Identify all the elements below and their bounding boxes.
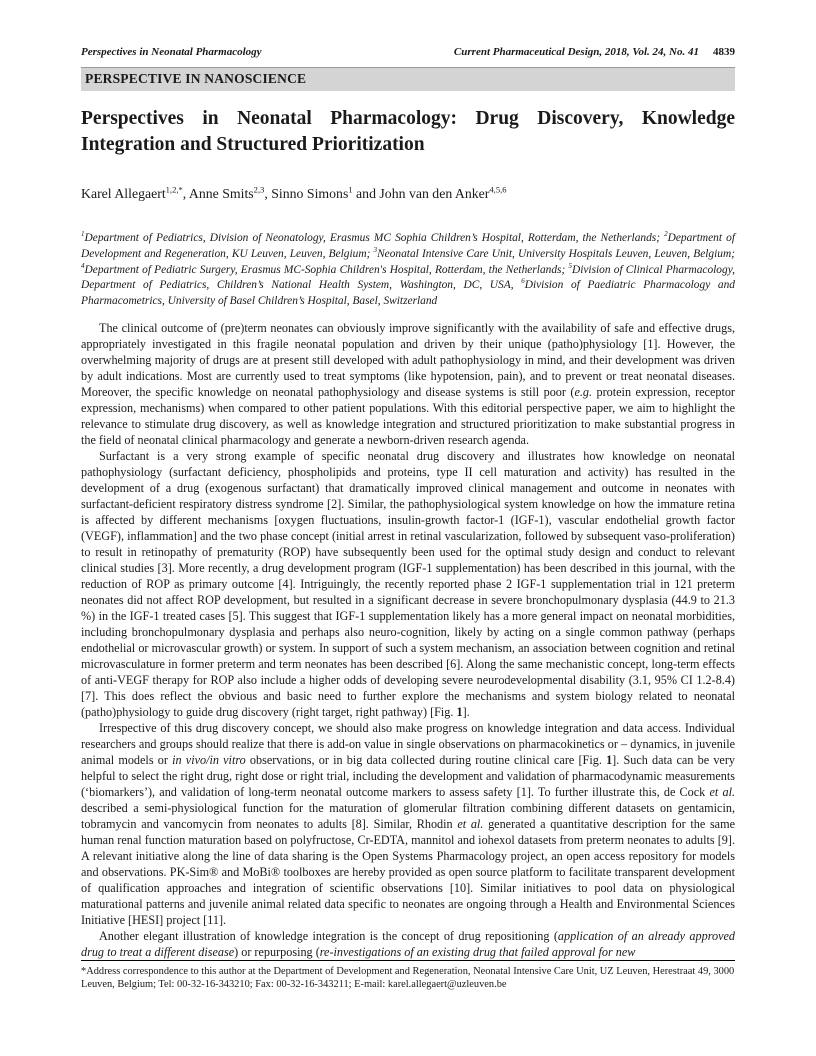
article-body: [81, 320, 735, 960]
running-head: [81, 46, 735, 58]
journal-citation: Current Pharmaceutical Design, 2018, Vol. 24, No. 41: [453, 46, 699, 58]
paragraph-2: Surfactant is a very strong example of specific neonatal drug discovery and illustrates how knowledge on neonatal pathophysiology (surfactant deficiency, phospholipids and proteins, type II cell maturation and activity) has resulted in the development of a drug (exogenous surfactant) that dramatically improved clinical management and outcome in neonates with surfactant-deficient respiratory distress syndrome [2]. Similar, the pathophysiological system knowledge on how the immature retina is affected by different mechanisms [oxygen fluctuations, insulin-growth factor-1 (IGF-1), vascular endothelial growth factor (VEGF), inflammation] and the two phase concept (initial arrest in retinal vascularization, followed by subsequent vaso-proliferation) to result in retinopathy of prematurity (ROP) have subsequently been used for the optimal study design and conduct to relevant clinical studies [3]. More recently, a drug development program (IGF-1 supplementation) has been described in this journal, with the reduction of ROP as primary outcome [4]. Intriguingly, the recently reported phase 2 IGF-1 supplementation trial in 121 preterm neonates did not affect ROP development, but resulted in a significant decrease in severe bronchopulmonary dysplasia (44.9 to 21.3 %) in the IGF-1 treated cases [5]. This suggest that IGF-1 supplementation likely has a more general impact on neonatal morbidities, including bronchopulmonary dysplasia and perhaps also neuro-cognition, likely by acting on a single common pathway (perhaps endothelial or microvascular growth) or system. In support of such a system mechanism, an association between cognition and retinal microvasculature in former preterm and term neonates has been described [6]. Along the same mechanistic concept, long-term effects of anti-VEGF therapy for ROP also include a higher odds of developing severe neurodevelopmental disability (3.1, 95% CI 1.2-8.4) [7]. This does reflect the obvious and basic need to further explore the mechanisms and system biology related to neonatal (patho)physiology to guide drug discovery (right target, right pathway) [Fig. 1].: [81, 448, 735, 719]
running-title: Perspectives in Neonatal Pharmacology: [81, 46, 262, 58]
paragraph-1: The clinical outcome of (pre)term neonates can obviously improve significantly with the availability of safe and effective drugs, appropriately investigated in this fragile neonatal population and driven by their unique (patho)physiology [1]. However, the overwhelming majority of drugs are at present still developed with adult pathophysiology in mind, and their development was driven by adult indications. Most are currently used to treat symptoms (like hypotension, pain), and to prevent or treat neonatal diseases. Moreover, the specific knowledge on neonatal pathophysiology and disease systems is still poor (e.g. protein expression, receptor expression, mechanisms) when compared to other patient populations. With this editorial perspective paper, we aim to highlight the relevance to stimulate drug discovery, as well as knowledge integration and structured prioritization to make substantial progress in the field of neonatal clinical pharmacology and generate a newborn-driven research agenda.: [81, 320, 735, 447]
section-banner: PERSPECTIVE IN NANOSCIENCE: [81, 67, 735, 91]
paragraph-3: Irrespective of this drug discovery concept, we should also make progress on knowledge integration and data access. Individual researchers and groups should realize that there is add-on value in single observations on pharmacokinetics or – dynamics, in juvenile animal models or in vivo/in vitro observations, or in big data collected during routine clinical care [Fig. 1]. Such data can be very helpful to select the right drug, right dose or right trial, including the development and validation of pharmacodynamic measurements (‘biomarkers’), and validation of long-term neonatal outcome markers to assess safety [1]. To further illustrate this, de Cock et al. described a semi-physiological function for the maturation of glomerular filtration combining different datasets on gentamicin, tobramycin and vancomycin from neonates to adults [8]. Similar, Rhodin et al. generated a quantitative description for the same human renal function maturation based on polyfructose, Cr-EDTA, mannitol and iohexol datasets from preterm neonates to adults [9]. A relevant initiative along the line of data sharing is the Open Systems Pharmacology project, an open access repository for models and observations. PK-Sim® and MoBi® toolboxes are hereby provided as open source platform to facilitate transparent development of qualification approaches and integration of scientific observations [10]. Similar initiatives to pool data on physiological maturational patterns and juvenile animal related data specific to neonates are ongoing through a Health and Environmental Sciences Initiative [HESI] project [11].: [81, 720, 736, 927]
page-number: 4839: [713, 46, 735, 58]
article-title: Perspectives in Neonatal Pharmacology: Drug Discovery, Knowledge Integration and Structured Prioritization: [81, 108, 735, 155]
paragraph-4: Another elegant illustration of knowledge integration is the concept of drug repositioning (application of an already approved drug to treat a different disease) or repurposing (re-investigations of an existing drug that failed approval for new: [81, 928, 735, 959]
author-list: Karel Allegaert$^{1,2,*}$, Anne Smits$^{2,3}$, Sinno Simons$^1$ and John van den Anker$^{4,5,6}$: [81, 184, 507, 201]
affiliations: $^1$Department of Pediatrics, Division of Neonatology, Erasmus MC Sophia Children’s Hospital, Rotterdam, the Netherlands; $^2$Department of Development and Regeneration, KU Leuven, Leuven, Belgium; $^3$Neonatal Intensive Care Unit, University Hospitals Leuven, Leuven, Belgium; $^4$Department of Pediatric Surgery, Erasmus MC-Sophia Children's Hospital, Rotterdam, the Netherlands; $^5$Division of Clinical Pharmacology, Department of Pediatrics, Children’s National Health System, Washington, DC, USA, $^6$Division of Paediatric Pharmacology and Pharmacometrics, University of Basel Children’s Hospital, Basel, Switzerland: [81, 230, 735, 308]
correspondence-footnote: *Address correspondence to this author at the Department of Development and Regeneration, Neonatal Intensive Care Unit, UZ Leuven, Herestraat 49, 3000 Leuven, Belgium; Tel: 00-32-16-343210; Fax: 00-32-16-343211; E-mail: karel.allegaert@uzleuven.be: [81, 960, 735, 992]
running-head-right: [454, 46, 735, 58]
